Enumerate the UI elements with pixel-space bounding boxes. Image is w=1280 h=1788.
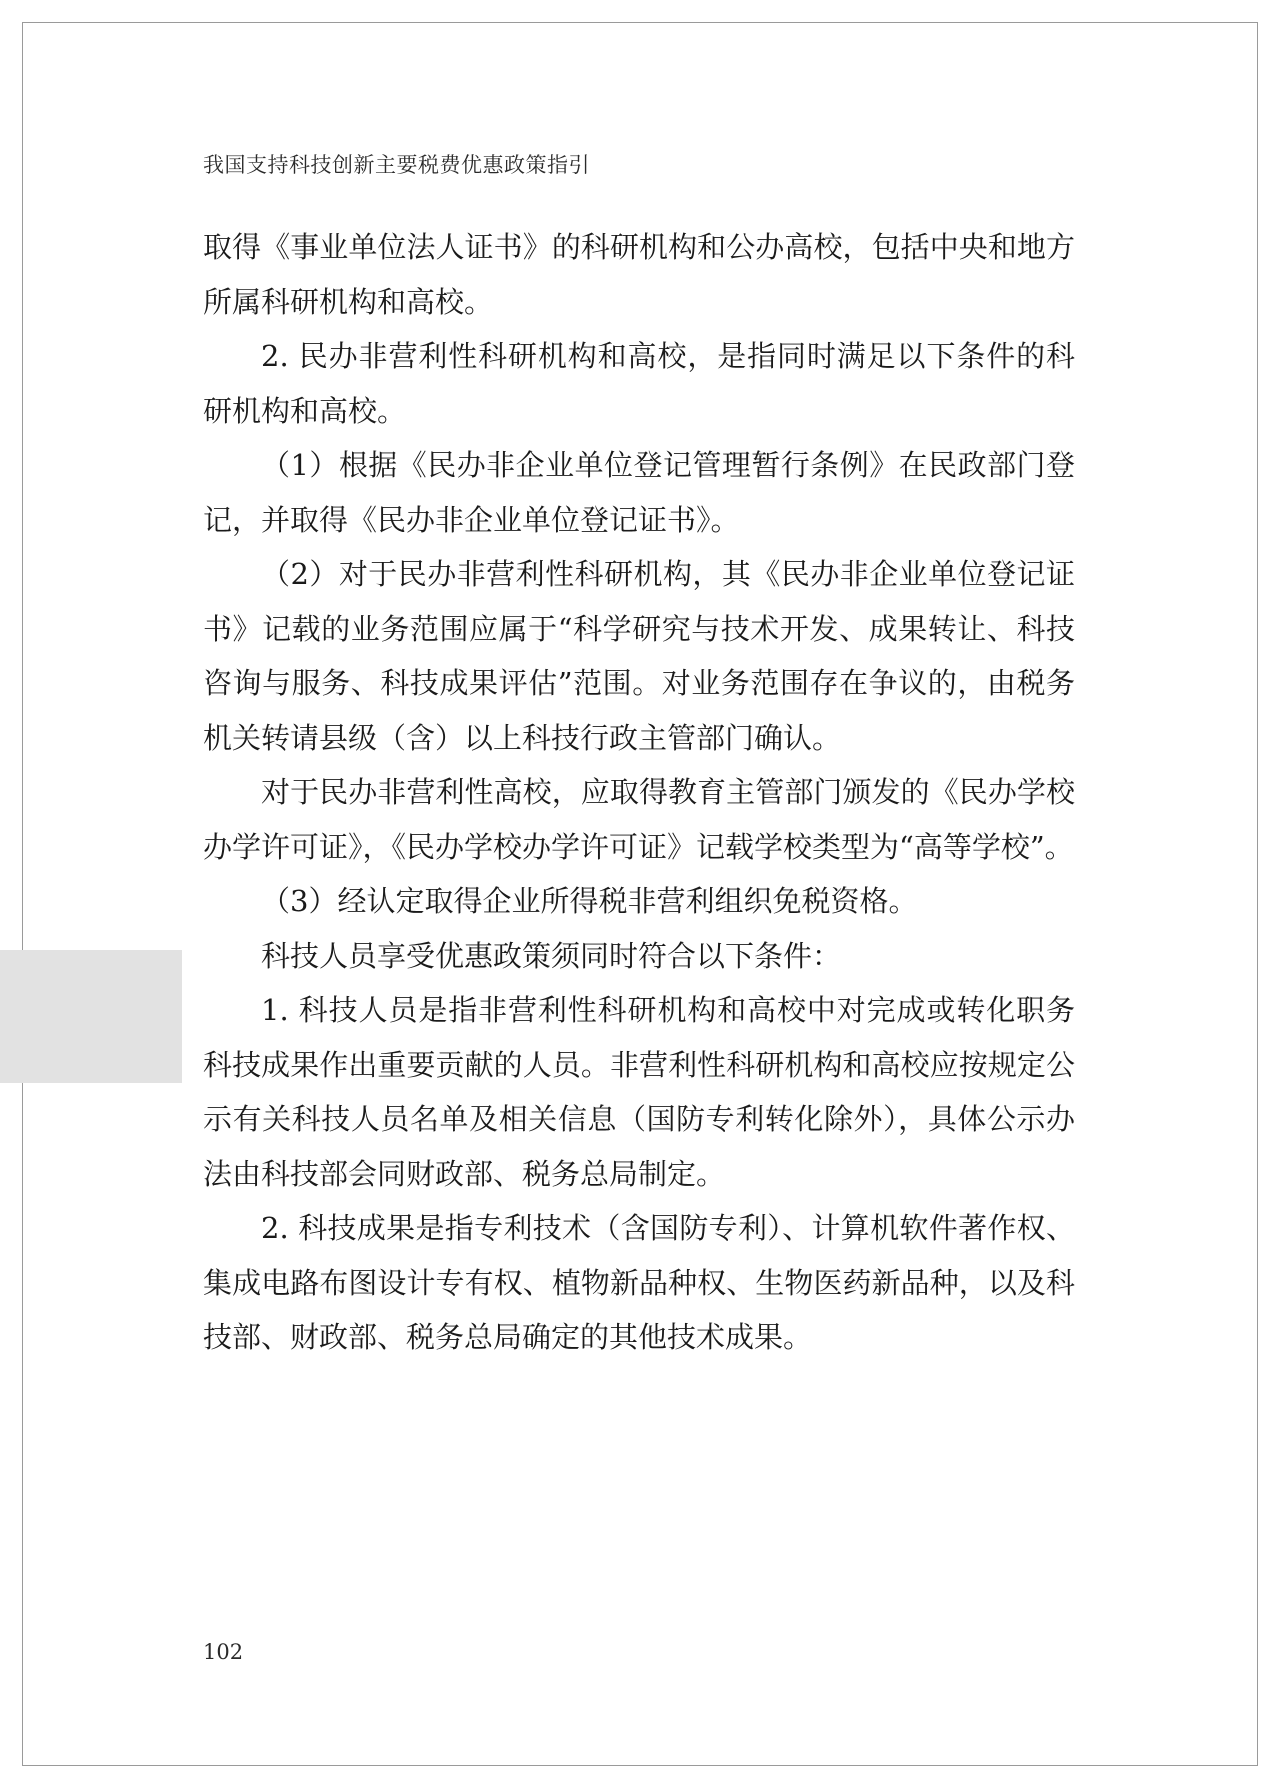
body-text (203, 220, 1075, 1365)
running-header: 我国支持科技创新主要税费优惠政策指引 (203, 153, 590, 177)
paragraph-continuation: 取得《事业单位法人证书》的科研机构和公办高校，包括中央和地方所属科研机构和高校。 (203, 230, 1075, 319)
page-number: 102 (203, 1640, 244, 1664)
paragraph-subitem-3: （3）经认定取得企业所得税非营利组织免税资格。 (261, 884, 918, 918)
paragraph-subitem-1: （1）根据《民办非企业单位登记管理暂行条例》在民政部门登记，并取得《民办非企业单位登记证书》。 (203, 448, 1075, 537)
paragraph-personnel-conditions: 科技人员享受优惠政策须同时符合以下条件： (261, 938, 842, 973)
paragraph-item-2: 2. 民办非营利性科研机构和高校，是指同时满足以下条件的科研机构和高校。 (203, 339, 1075, 428)
paragraph-personnel-item-1: 1. 科技人员是指非营利性科研机构和高校中对完成或转化职务科技成果作出重要贡献的人员。非营利性科研机构和高校应按规定公示有关科技人员名单及相关信息（国防专利转化除外），具体公示办法由科技部会同财政部、税务总局制定。 (203, 993, 1075, 1191)
paragraph-subitem-2: （2）对于民办非营利性科研机构，其《民办非企业单位登记证书》记载的业务范围应属于“科学研究与技术开发、成果转让、科技咨询与服务、科技成果评估”范围。对业务范围存在争议的，由税务机关转请县级（含）以上科技行政主管部门确认。 (203, 557, 1075, 755)
chapter-side-tab (0, 950, 182, 1083)
paragraph-private-universities: 对于民办非营利性高校，应取得教育主管部门颁发的《民办学校办学许可证》，《民办学校办学许可证》记载学校类型为“高等学校”。 (203, 775, 1075, 864)
paragraph-personnel-item-2: 2. 科技成果是指专利技术（含国防专利）、计算机软件著作权、集成电路布图设计专有权、植物新品种权、生物医药新品种，以及科技部、财政部、税务总局确定的其他技术成果。 (203, 1211, 1075, 1354)
